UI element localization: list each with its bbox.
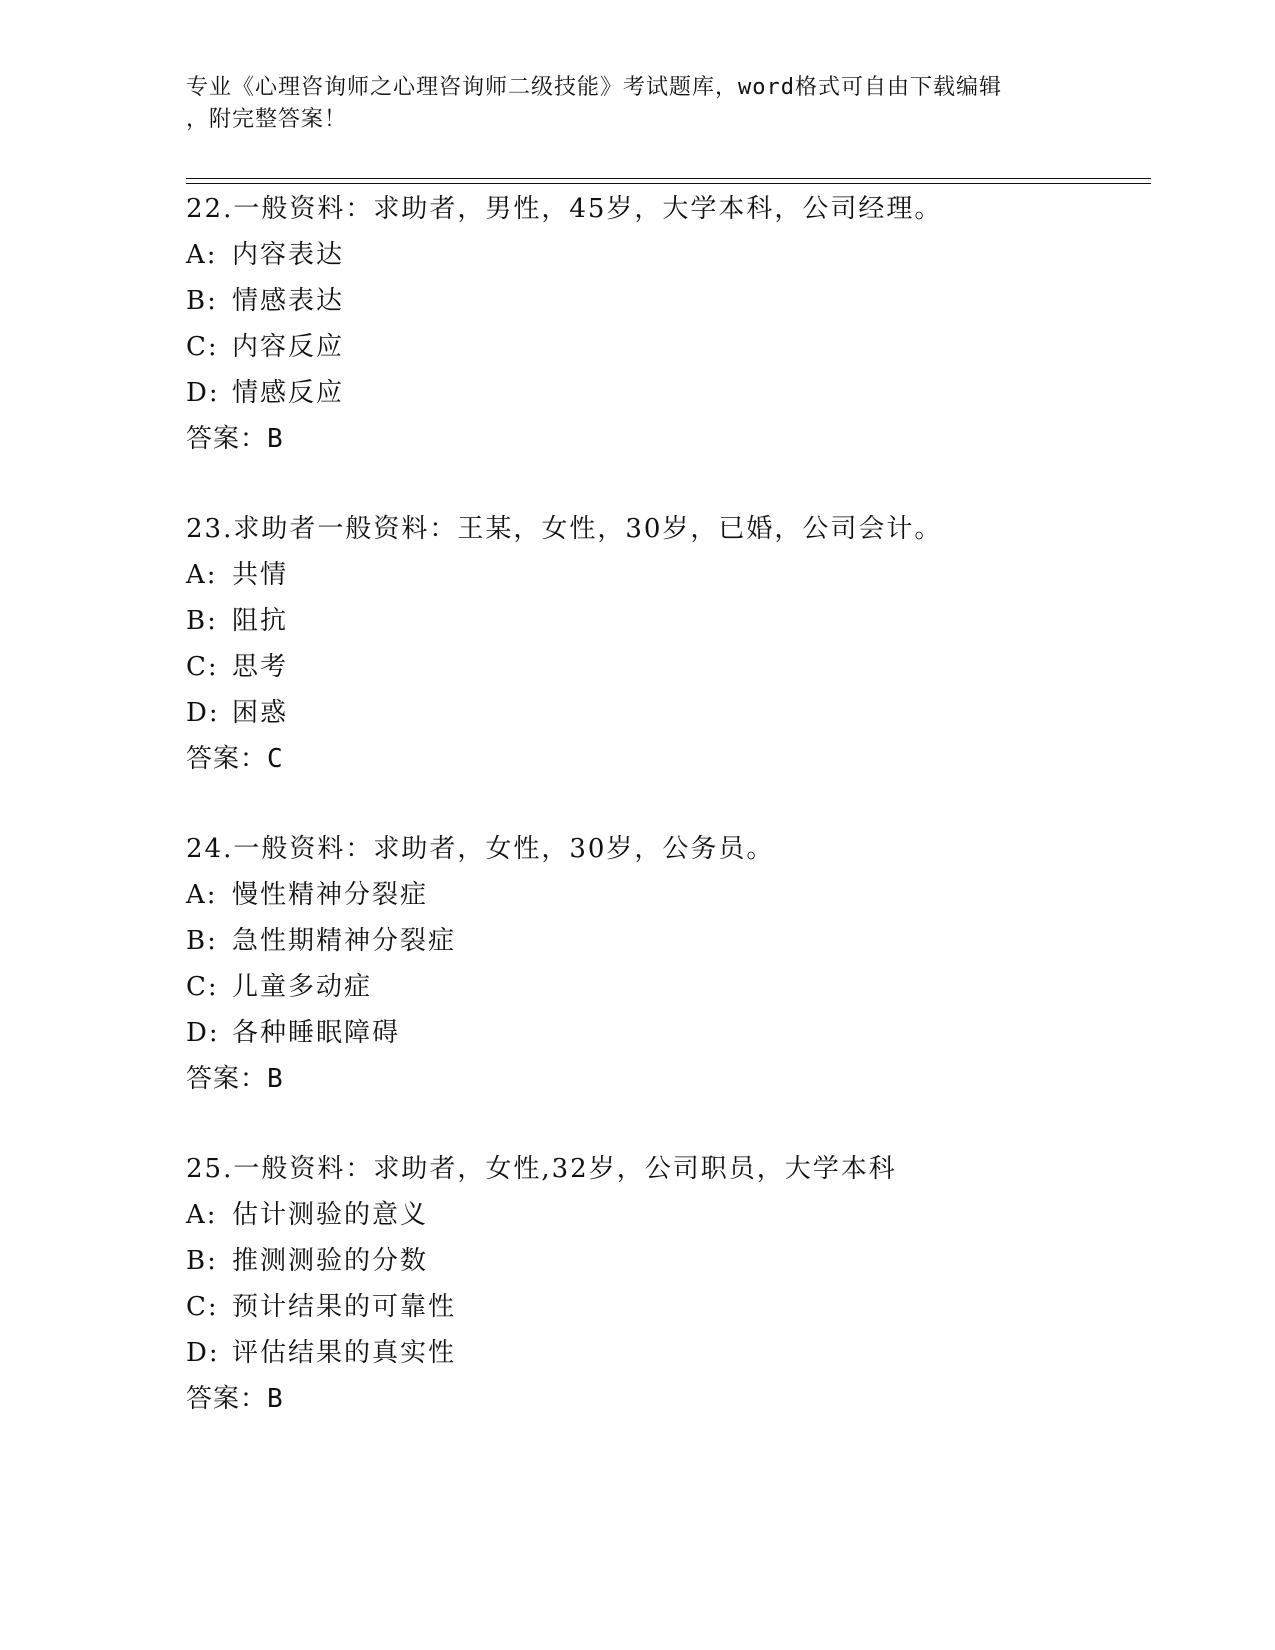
option-letter: C: [186, 1292, 219, 1322]
option-letter: D: [186, 1338, 220, 1368]
document-header [186, 72, 1086, 136]
option-text: 情感反应 [232, 378, 345, 408]
option-b [186, 278, 1146, 324]
option-letter: C: [186, 652, 219, 682]
option-text: 内容反应 [232, 332, 345, 362]
option-b [186, 1238, 1146, 1284]
question-stem: 22.一般资料：求助者，男性，45岁，大学本科，公司经理。 [186, 194, 943, 224]
option-text: 各种睡眠障碍 [232, 1018, 401, 1048]
option-letter: D: [186, 378, 220, 408]
option-text: 情感表达 [232, 286, 345, 316]
answer-line: 答案：B [186, 424, 284, 454]
answer-line: 答案：C [186, 744, 284, 774]
option-letter: D: [186, 698, 220, 728]
option-c [186, 964, 1146, 1010]
option-letter: A: [186, 1200, 218, 1230]
option-letter: B: [186, 1246, 218, 1276]
option-text: 儿童多动症 [232, 972, 373, 1002]
question-stem: 25.一般资料：求助者，女性,32岁，公司职员，大学本科 [186, 1154, 897, 1184]
option-letter: A: [186, 880, 218, 910]
option-letter: D: [186, 1018, 220, 1048]
option-c [186, 1284, 1146, 1330]
question-25 [186, 1146, 1146, 1422]
question-stem: 23.求助者一般资料：王某，女性，30岁，已婚，公司会计。 [186, 514, 943, 544]
question-22 [186, 186, 1146, 462]
option-letter: C: [186, 332, 219, 362]
option-d [186, 370, 1146, 416]
option-d [186, 690, 1146, 736]
option-text: 内容表达 [232, 240, 345, 270]
option-text: 阻抗 [232, 606, 289, 636]
option-text: 急性期精神分裂症 [232, 926, 457, 956]
header-divider-bottom [186, 183, 1151, 184]
header-divider-top [186, 178, 1151, 179]
option-text: 思考 [232, 652, 289, 682]
option-letter: C: [186, 972, 219, 1002]
option-a [186, 232, 1146, 278]
option-text: 估计测验的意义 [232, 1200, 429, 1230]
question-24 [186, 826, 1146, 1102]
question-stem: 24.一般资料：求助者，女性，30岁，公务员。 [186, 834, 775, 864]
option-letter: A: [186, 240, 218, 270]
header-line-1: 专业《心理咨询师之心理咨询师二级技能》考试题库，word格式可自由下载编辑 [186, 75, 1002, 100]
option-text: 困惑 [232, 698, 289, 728]
option-text: 慢性精神分裂症 [232, 880, 429, 910]
answer-line: 答案：B [186, 1384, 284, 1414]
option-a [186, 872, 1146, 918]
option-letter: B: [186, 926, 218, 956]
answer-line: 答案：B [186, 1064, 284, 1094]
option-b [186, 598, 1146, 644]
header-line-2: ，附完整答案！ [186, 107, 348, 132]
option-c [186, 644, 1146, 690]
option-letter: B: [186, 286, 218, 316]
option-b [186, 918, 1146, 964]
option-a [186, 1192, 1146, 1238]
option-a [186, 552, 1146, 598]
option-text: 评估结果的真实性 [232, 1338, 457, 1368]
option-d [186, 1330, 1146, 1376]
option-text: 推测测验的分数 [232, 1246, 429, 1276]
question-23 [186, 506, 1146, 782]
option-c [186, 324, 1146, 370]
option-letter: B: [186, 606, 218, 636]
option-text: 共情 [232, 560, 289, 590]
option-d [186, 1010, 1146, 1056]
option-text: 预计结果的可靠性 [232, 1292, 457, 1322]
option-letter: A: [186, 560, 218, 590]
